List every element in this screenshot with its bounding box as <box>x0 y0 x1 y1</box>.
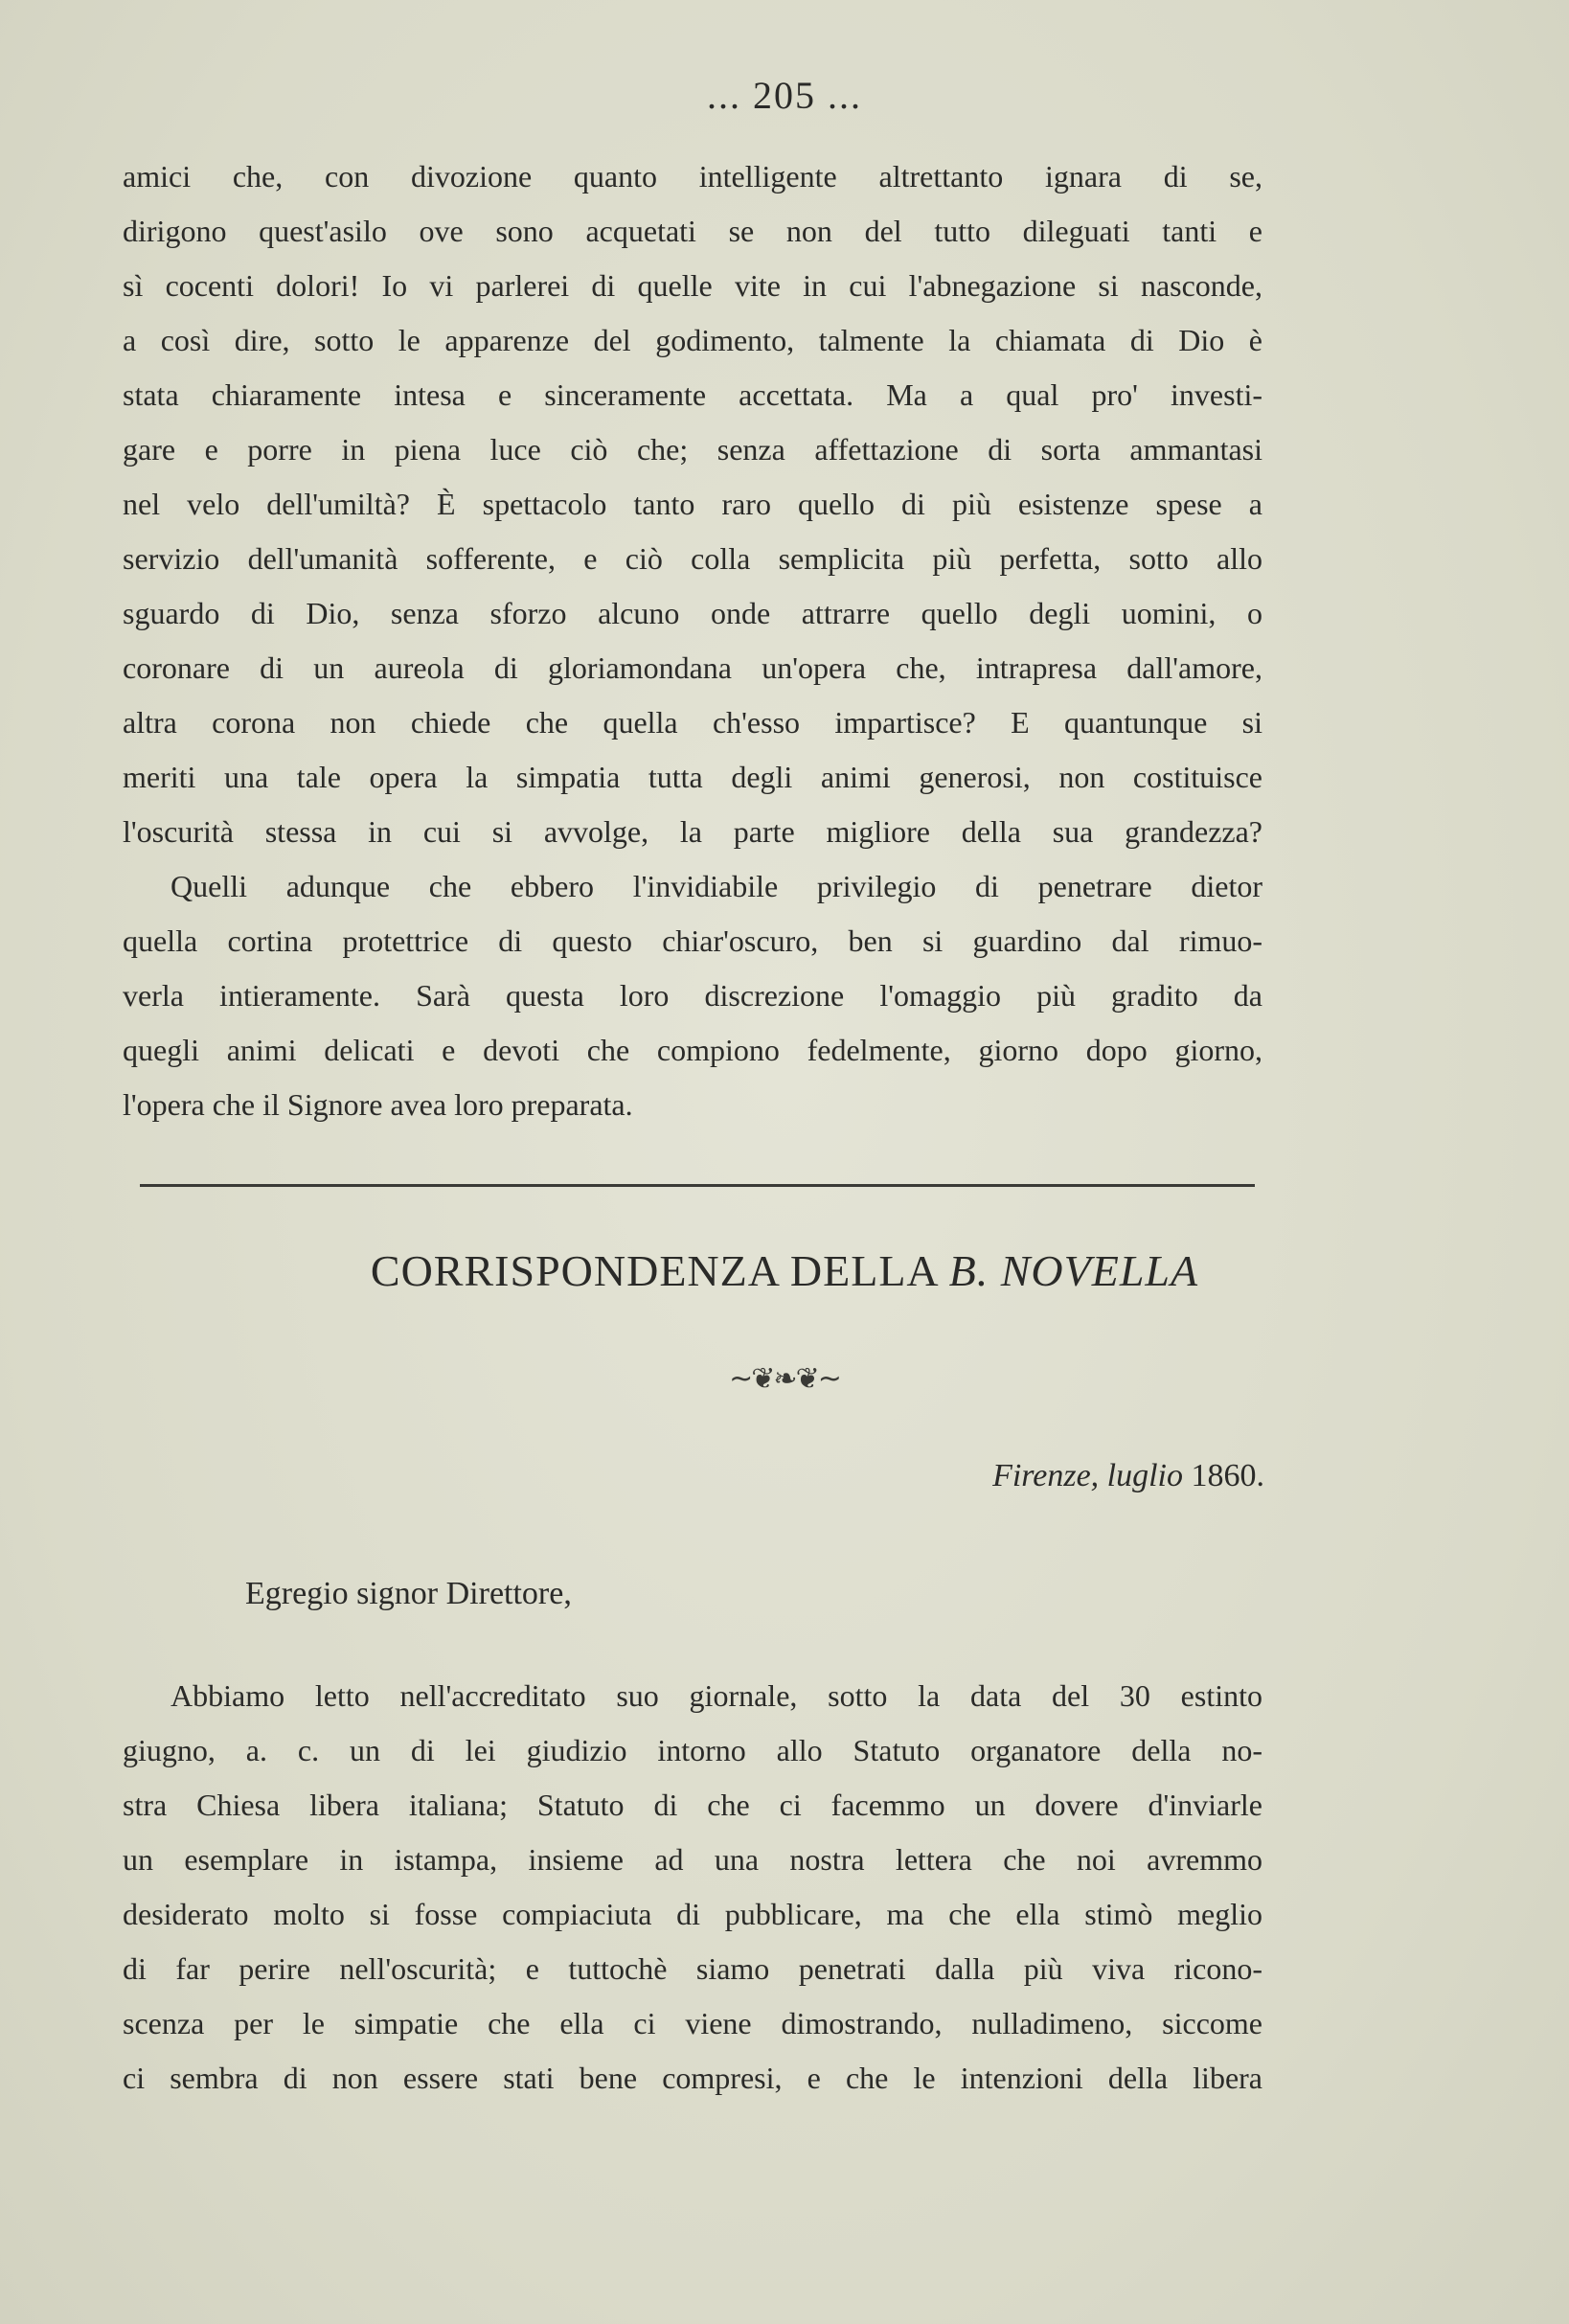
text-line: un esemplare in istampa, insieme ad una nostra lettera che noi avremmo <box>123 1842 1262 1877</box>
paragraph-3 <box>123 1669 1262 2106</box>
text-line: Quelli adunque che ebbero l'invidiabile privilegio di penetrare dietor <box>171 869 1262 903</box>
ornament-icon: ~❦❧❦~ <box>729 1362 840 1396</box>
body-text-letter <box>123 1669 1262 2106</box>
text-line: gare e porre in piena luce ciò che; senza affettazione di sorta ammantasi <box>123 432 1262 467</box>
text-line: stata chiaramente intesa e sinceramente accettata. Ma a qual pro' investi- <box>123 377 1262 412</box>
text-line: l'opera che il Signore avea loro preparata. <box>123 1087 633 1122</box>
text-line: coronare di un aureola di gloriamondana un'opera che, intrapresa dall'amore, <box>123 650 1262 685</box>
text-line: ci sembra di non essere stati bene compresi, e che le intenzioni della libera <box>123 2061 1262 2095</box>
text-line: stra Chiesa libera italiana; Statuto di che ci facemmo un dovere d'inviarle <box>123 1788 1262 1822</box>
page-number: ... 205 ... <box>707 74 862 117</box>
text-line: meriti una tale opera la simpatia tutta degli animi generosi, non costituisce <box>123 760 1262 794</box>
text-line: di far perire nell'oscurità; e tuttochè siamo penetrati dalla più viva ricono- <box>123 1951 1262 1986</box>
body-text-top <box>123 149 1262 1132</box>
text-line: desiderato molto si fosse compiaciuta di pubblicare, ma che ella stimò meglio <box>123 1897 1262 1931</box>
text-line: sì cocenti dolori! Io vi parlerei di quelle vite in cui l'abnegazione si nasconde, <box>123 268 1262 303</box>
salutation: Egregio signor Direttore, <box>245 1576 572 1611</box>
text-line: sguardo di Dio, senza sforzo alcuno onde attrarre quello degli uomini, o <box>123 596 1262 630</box>
paragraph-2 <box>123 859 1262 1132</box>
dateline-place-month: Firenze, luglio <box>992 1458 1183 1493</box>
text-line: quegli animi delicati e devoti che compiono fedelmente, giorno dopo giorno, <box>123 1033 1262 1067</box>
text-line: giugno, a. c. un di lei giudizio intorno allo Statuto organatore della no- <box>123 1733 1262 1767</box>
dateline-year: 1860. <box>1191 1458 1264 1493</box>
text-line: scenza per le simpatie che ella ci viene dimostrando, nulladimeno, siccome <box>123 2006 1262 2040</box>
text-line: Abbiamo letto nell'accreditato suo giornale, sotto la data del 30 estinto <box>171 1678 1262 1713</box>
text-line: l'oscurità stessa in cui si avvolge, la parte migliore della sua grandezza? <box>123 814 1262 849</box>
text-line: dirigono quest'asilo ove sono acquetati se non del tutto dileguati tanti e <box>123 214 1262 248</box>
section-title-prefix: CORRISPONDENZA DELLA <box>370 1246 949 1295</box>
section-divider <box>140 1184 1255 1187</box>
text-line: servizio dell'umanità sofferente, e ciò colla semplicita più perfetta, sotto allo <box>123 541 1262 576</box>
dateline <box>992 1458 1264 1494</box>
text-line: quella cortina protettrice di questo chiar'oscuro, ben si guardino dal rimuo- <box>123 923 1262 958</box>
section-title <box>0 1245 1569 1296</box>
text-line: nel velo dell'umiltà? È spettacolo tanto raro quello di più esistenze spese a <box>123 487 1262 521</box>
text-line: altra corona non chiede che quella ch'esso impartisce? E quantunque si <box>123 705 1262 740</box>
section-title-italic: B. NOVELLA <box>948 1246 1199 1295</box>
text-line: a così dire, sotto le apparenze del godimento, talmente la chiamata di Dio è <box>123 323 1262 357</box>
text-line: amici che, con divozione quanto intelligente altrettanto ignara di se, <box>123 159 1262 194</box>
text-line: verla intieramente. Sarà questa loro discrezione l'omaggio più gradito da <box>123 978 1262 1013</box>
paragraph-1 <box>123 149 1262 859</box>
